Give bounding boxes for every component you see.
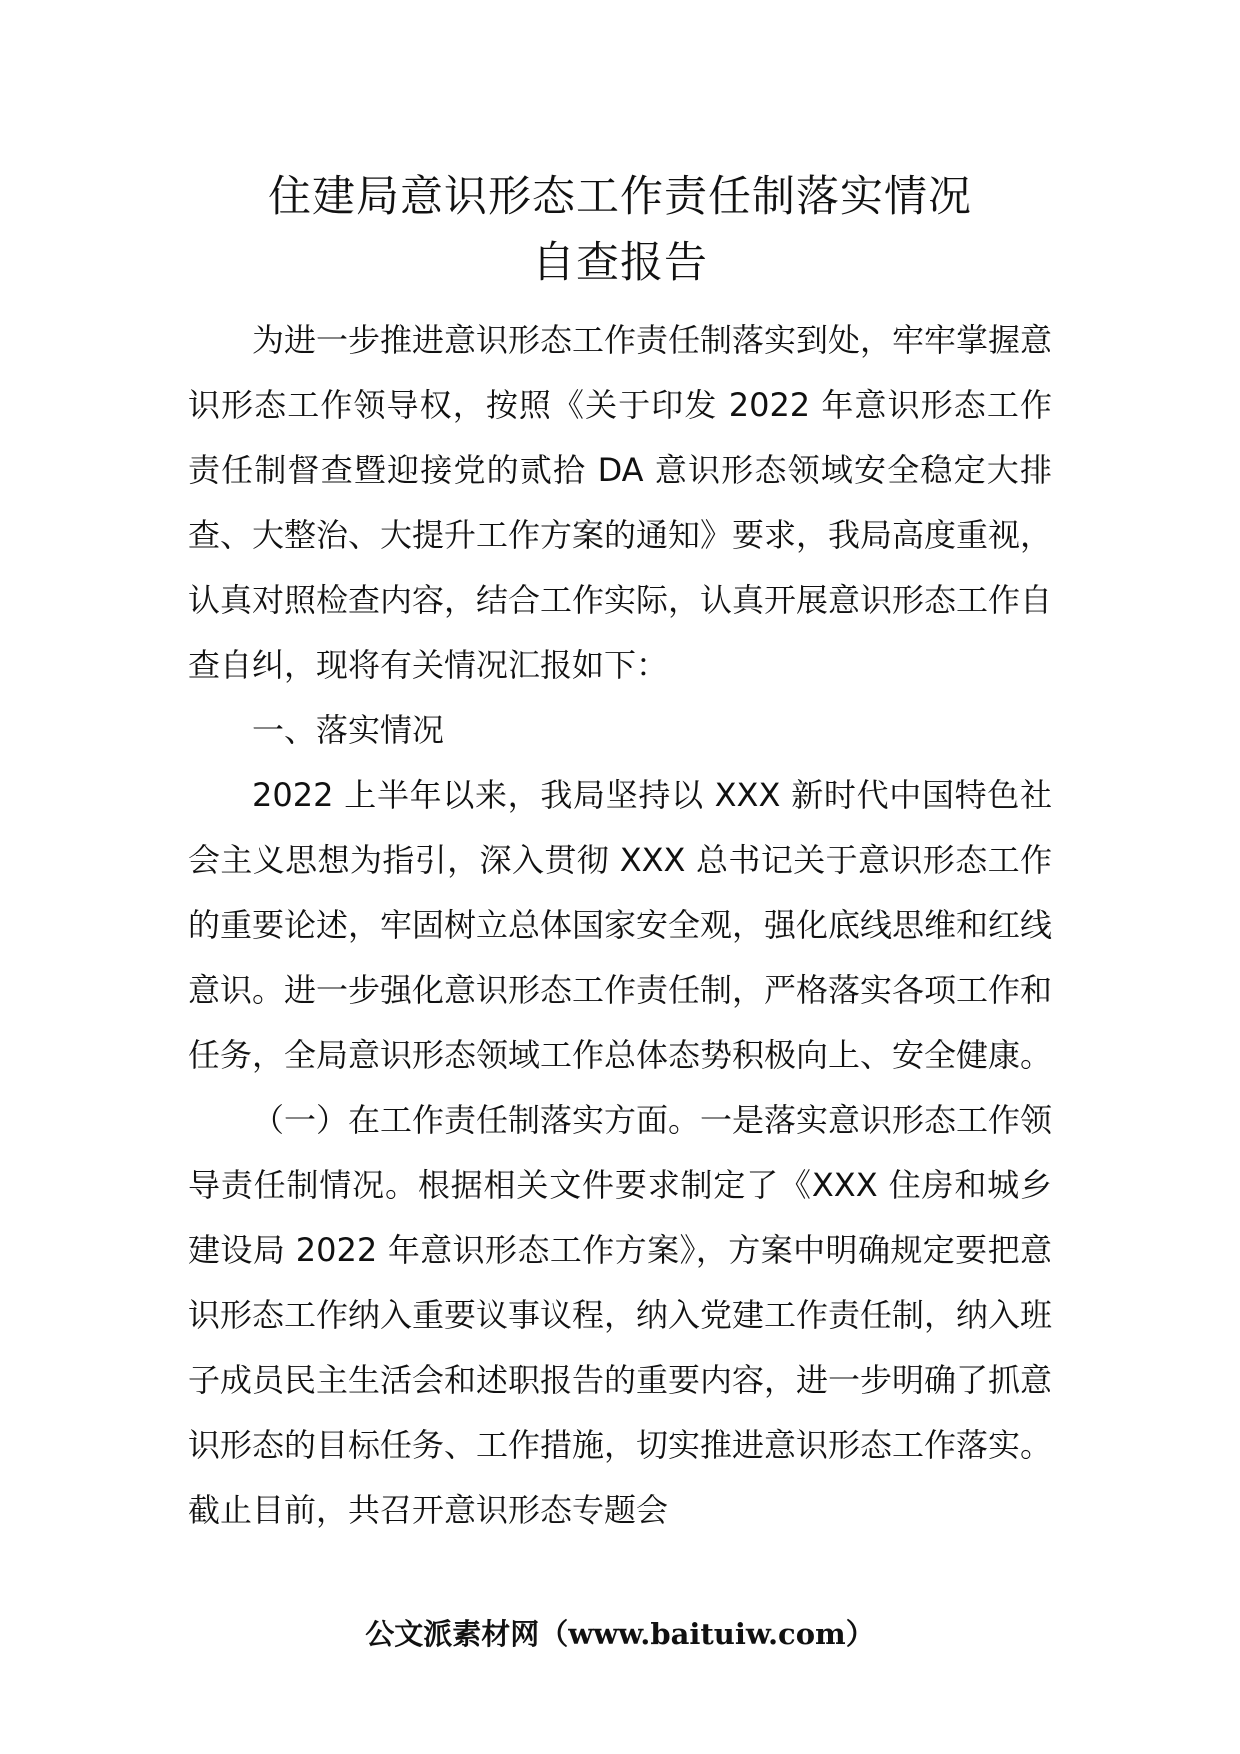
watermark-footer: 公文派素材网（www.baituiw.com） — [365, 1617, 875, 1651]
document-title-line-2: 自查报告 — [532, 238, 708, 288]
body-paragraph: 2022 上半年以来，我局坚持以 XXX 新时代中国特色社会主义思想为指引，深入贯彻 XXX 总书记关于意识形态工作的重要论述，牢固树立总体国家安全观，强化底线思维和红线意识。进一步强化意识形态工作责任制，严格落实各项工作和任务，全局意识形态领域工作总体态势积极向上、安全健康。 — [188, 776, 1053, 1074]
intro-paragraph: 为进一步推进意识形态工作责任制落实到处，牢牢掌握意识形态工作领导权，按照《关于印发 2022 年意识形态工作责任制督查暨迎接党的贰拾 DA 意识形态领域安全稳定大排查、大整治、大提升工作方案的通知》要求，我局高度重视，认真对照检查内容，结合工作实际，认真开展意识形态工作自查自纠，现将有关情况汇报如下： — [188, 321, 1053, 684]
section-heading: 一、落实情况 — [252, 711, 445, 749]
document-title-line-1: 住建局意识形态工作责任制落实情况 — [268, 172, 972, 222]
body-paragraph: （一）在工作责任制落实方面。一是落实意识形态工作领导责任制情况。根据相关文件要求制定了《XXX 住房和城乡建设局 2022 年意识形态工作方案》，方案中明确规定要把意识形态工作纳入重要议事议程，纳入党建工作责任制，纳入班子成员民主生活会和述职报告的重要内容，进一步明确了抓意识形态的目标任务、工作措施，切实推进意识形态工作落实。截止目前，共召开意识形态专题会 — [188, 1101, 1053, 1529]
document-body — [188, 308, 1052, 1543]
